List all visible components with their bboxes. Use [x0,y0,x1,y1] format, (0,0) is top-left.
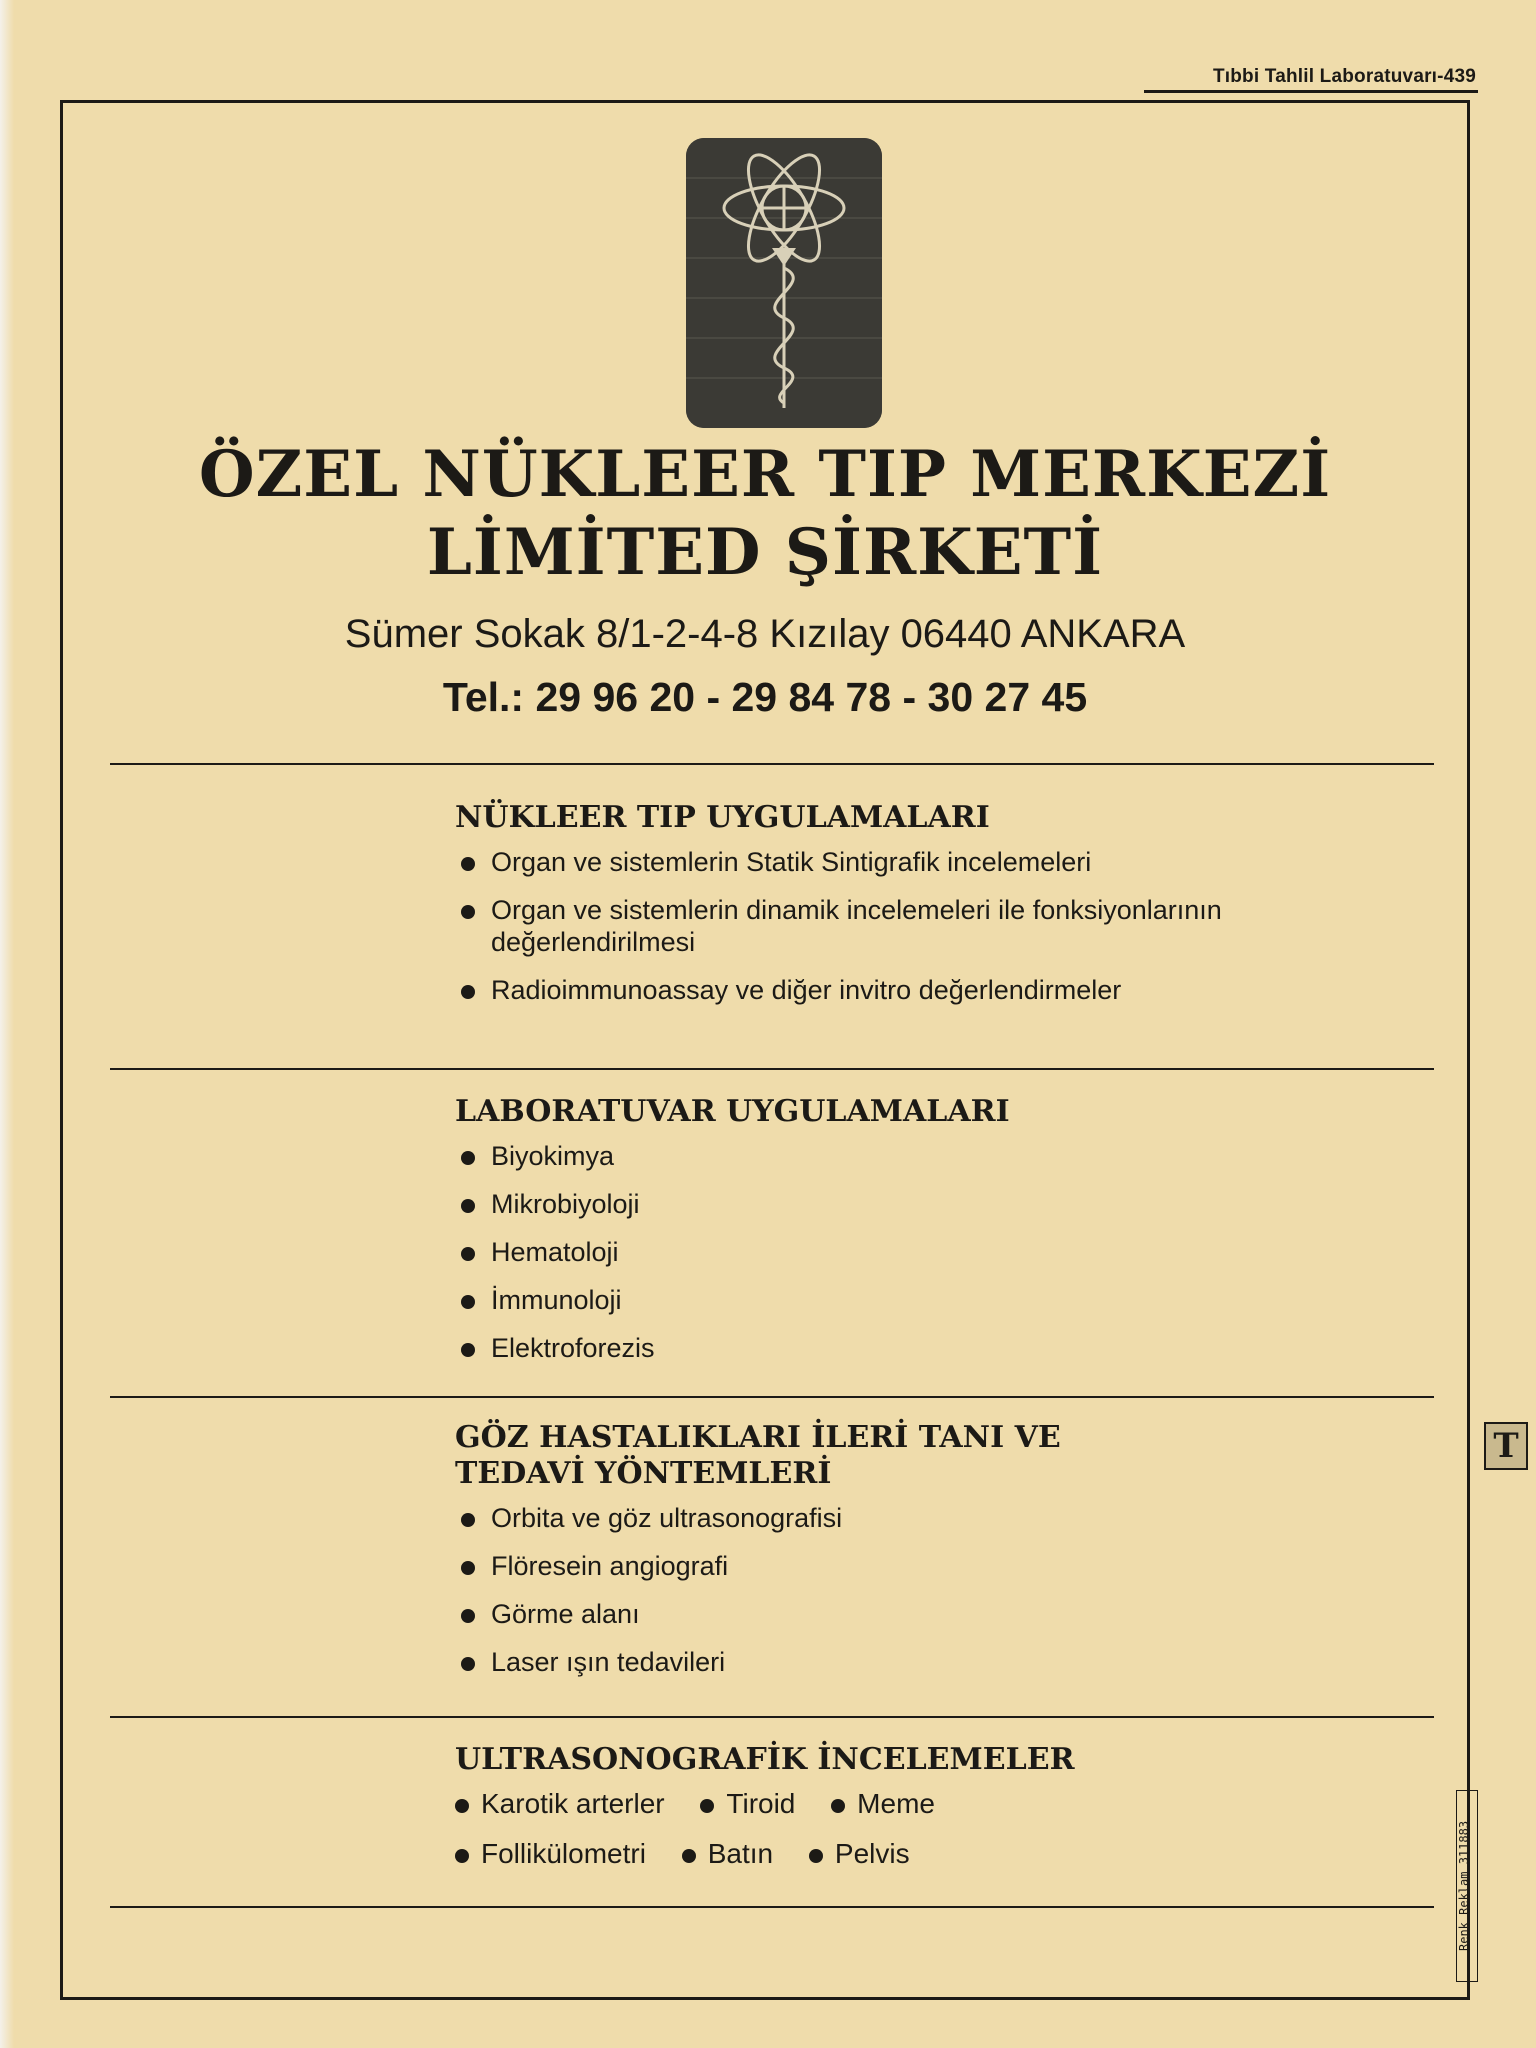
list-item: Görme alanı [455,1598,1355,1630]
section-title: ULTRASONOGRAFİK İNCELEMELER [455,1742,1075,1777]
list-item: Mikrobiyoloji [455,1188,1355,1220]
list-item: Meme [857,1788,935,1819]
section-title: LABORATUVAR UYGULAMALARI [455,1094,1010,1129]
list-item: Follikülometri [481,1838,646,1869]
running-head-rule [1144,90,1478,93]
inline-list-row [455,1788,1355,1820]
divider [110,1716,1434,1718]
list-item: Hematoloji [455,1236,1355,1268]
list-item: Karotik arterler [481,1788,665,1819]
index-tab: T [1484,1422,1528,1470]
company-name-line1: ÖZEL NÜKLEER TIP MERKEZİ [198,437,1332,512]
section-lab [455,1094,1355,1380]
list-item: Flöresein angiografi [455,1550,1355,1582]
section-title: NÜKLEER TIP UYGULAMALARI [455,800,990,835]
page-edge [0,0,14,2048]
list-item: Tiroid [726,1788,796,1819]
side-code: Renk Reklam 311883 [1456,1790,1478,1982]
company-name-line2: LİMİTED ŞİRKETİ [426,515,1104,590]
running-head: Tıbbi Tahlil Laboratuvarı-439 [1212,66,1476,87]
list-item: Batın [707,1838,774,1869]
list-item: Radioimmunoassay ve diğer invitro değerlendirmeler [455,974,1355,1006]
section-title-continued: TEDAVİ YÖNTEMLERİ [455,1456,832,1491]
company-address: Sümer Sokak 8/1-2-4-8 Kızılay 06440 ANKARA [344,612,1186,656]
divider [110,1906,1434,1908]
divider [110,1396,1434,1398]
list-item: Organ ve sistemlerin dinamik incelemeleri ile fonksiyonlarının değerlendirilmesi [455,894,1355,958]
list-item: İmmunoloji [455,1284,1355,1316]
section-nuclear [455,800,1355,1022]
section-ultrasound [455,1742,1355,1888]
section-title: GÖZ HASTALIKLARI İLERİ TANI VE [455,1420,1061,1455]
section-eye [455,1420,1355,1694]
list-item: Organ ve sistemlerin Statik Sintigrafik incelemeleri [455,846,1355,878]
list-item: Laser ışın tedavileri [455,1646,1355,1678]
list-item: Pelvis [834,1838,910,1869]
list-item: Orbita ve göz ultrasonografisi [455,1502,1355,1534]
divider [110,1068,1434,1070]
inline-list-row [455,1838,1355,1870]
divider [110,763,1434,765]
list-item: Elektroforezis [455,1332,1355,1364]
atom-caduceus-logo-icon [686,138,882,428]
company-phone: Tel.: 29 96 20 - 29 84 78 - 30 27 45 [442,674,1088,720]
logo-graphic [686,138,882,428]
list-item: Biyokimya [455,1140,1355,1172]
